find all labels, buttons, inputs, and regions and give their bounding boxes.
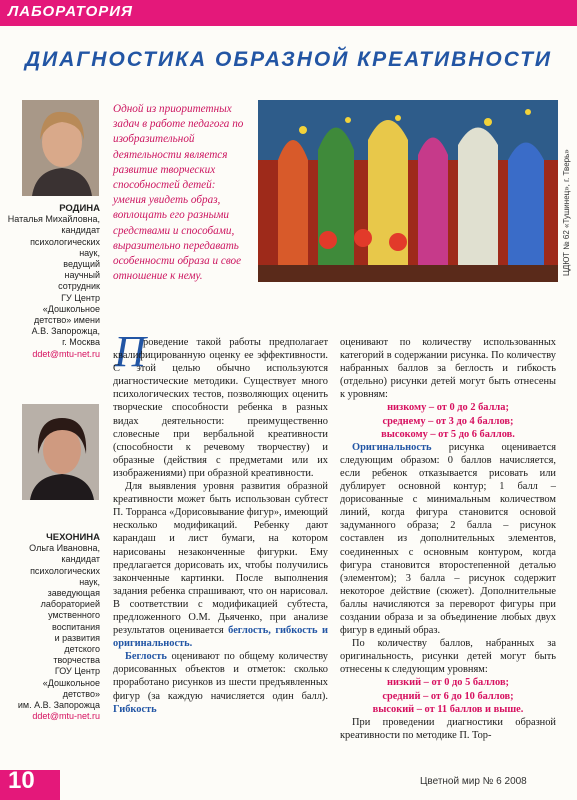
author2-line: заведующая [47,588,100,599]
col1-paragraph-1: роведение такой работы предполагает квалифицированную оценку ее эффективности. С этой целью обычно используются диагностические методики. Существует много психологических тестов, позволяющих оценить творческие способности ребенка в разных видах деятельности: преимущественно словесные при вербальной креативности (способности к речевому творчеству) и образные (действия с предметами или их изображениями) при образной креативности. [113,337,328,479]
col2-paragraph-4: При проведении диагностики образной креативности по методике П. Тор- [340,716,556,741]
author1-line: детство» имени [33,315,100,326]
col1-paragraph-3 [113,650,328,715]
author2-line: им. А.В. Запорожца [17,700,100,711]
author1-line: ГУ Центр [61,292,100,303]
col2-level-item: высокому – от 5 до 6 баллов. [381,428,515,440]
article-column-1 [113,336,328,716]
author1-line: наук, [79,247,100,258]
children-artwork-image [258,100,558,282]
author2-line: и развития [54,632,100,643]
author2-line: кандидат [61,554,100,565]
page-number: 10 [8,767,35,794]
author2-line: воспитания [52,621,100,632]
author1-name: Наталья Михайловна, [7,214,100,225]
col1-p2-emphasis: беглость, гибкость и оригинальность. [113,625,328,650]
col2-p2-lead: Оригинальность [352,441,432,453]
author1-line: А.В. Запорожца, [31,326,100,337]
author2-email[interactable]: ddet@mtu-net.ru [32,711,100,722]
author2-info [4,532,100,722]
col2-level-item: низкий – от 0 до 5 баллов; [386,677,510,689]
author1-line: г. Москва [62,337,100,348]
col1-p2-text: Для выявления уровня развития образной креативности может быть использован субтест П. Торранса «Дорисовывание фигур», имеющий несколько модификаций. Ребенку дают карандаш и лист бумаги, на котором нарисованы незаконченные фигурки. Ему предлагается дорисовать их, чтобы получились законченные картинки. После выполнения задания ребенка спрашивают, что он нарисовал. В соответствии с модификацией субтеста, предложенного О.М. Дьяченко, при анализе результатов оценивается [113,481,328,637]
author2-line: психологических [30,565,100,576]
author2-photo [22,404,99,500]
author2-name: Ольга Ивановна, [29,543,100,554]
drop-cap: П [114,327,146,376]
author1-line: научный [64,270,100,281]
col2-paragraph-1: оценивают по количеству использованных категорий в содержании рисунка. По количеству набранных баллов за беглость и гибкость (отдельно) рисунки детей могут быть отнесены к уровням: [340,337,556,401]
col1-p3-text: оценивают по общему количеству дорисованных объектов и отметок: сколько проработано рисунков из шести предъявленных фигур (за каждую начисляется один балл). [113,651,328,702]
author2-line: наук, [79,576,100,587]
author2-line: ГОУ Центр [54,666,100,677]
col2-paragraph-3: По количеству баллов, набранных за оригинальность, рисунки детей могут быть отнесены к следующим уровням: [340,638,556,676]
author2-line: творчества [53,655,100,666]
col2-paragraph-2 [340,441,556,637]
article-column-2 [340,336,556,742]
col2-level-item: средний – от 6 до 10 баллов; [382,690,514,702]
author1-line: сотрудник [58,281,100,292]
author2-line: «Дошкольное [42,677,100,688]
col2-level-item: среднему – от 3 до 4 баллов; [382,415,514,427]
col2-p2-text: рисунка оценивается следующим образом: 0 баллов начисляется, если ребенок отказывается рисовать или дублирует основной контур; 1 балл – дорисованные с минимальным количеством линий, когда фигура становится основой задуманного образа; 2 балла – рисунок составлен из дополнительных элементов, соединенных с основным контуром, когда фигура становится второстепенной деталью (элементом); 3 балла – рисунок содержит некоторое действие (сюжет). Дополнительные баллы начисляются за переворот фигуры при создании образа и за объединение любых двух фигур в единый образ. [340,441,556,637]
col1-p3-lead: Беглость [125,651,167,663]
author1-line: кандидат [61,225,100,236]
magazine-issue: Цветной мир № 6 2008 [420,776,527,787]
col2-level-item: низкому – от 0 до 2 балла; [387,402,509,414]
author1-line: ведущий [63,259,100,270]
col2-level-item: высокий – от 11 баллов и выше. [372,703,524,715]
author1-surname: РОДИНА [59,203,100,214]
author2-line: умственного [48,610,100,621]
section-label: ЛАБОРАТОРИЯ [8,3,133,20]
article-title: ДИАГНОСТИКА ОБРАЗНОЙ КРЕАТИВНОСТИ [24,48,553,71]
col1-paragraph-2 [113,480,328,650]
author1-line: психологических [30,236,100,247]
artwork-credit [560,106,572,276]
author1-info [4,203,100,360]
author2-line: детского [64,644,100,655]
artwork-credit-text: ЦДЮТ № 62 «Тушинец», г. Тверь» [562,149,571,276]
author2-line: детство» [62,688,100,699]
author2-surname: ЧЕХОНИНА [46,532,100,543]
author1-line: «Дошкольное [42,303,100,314]
author2-line: лабораторией [40,599,100,610]
col1-p3-tail: Гибкость [113,703,157,715]
author1-email[interactable]: ddet@mtu-net.ru [32,348,100,359]
author1-photo [22,100,99,196]
intro-text: Одной из приоритетных задач в работе педагога по изобразительной деятельности является развитие творческих способностей детей: умения увидеть образ, воплощать его разными средствами и способами, выразительно передавать особенности образа и свое отношение к нему. [113,103,244,283]
